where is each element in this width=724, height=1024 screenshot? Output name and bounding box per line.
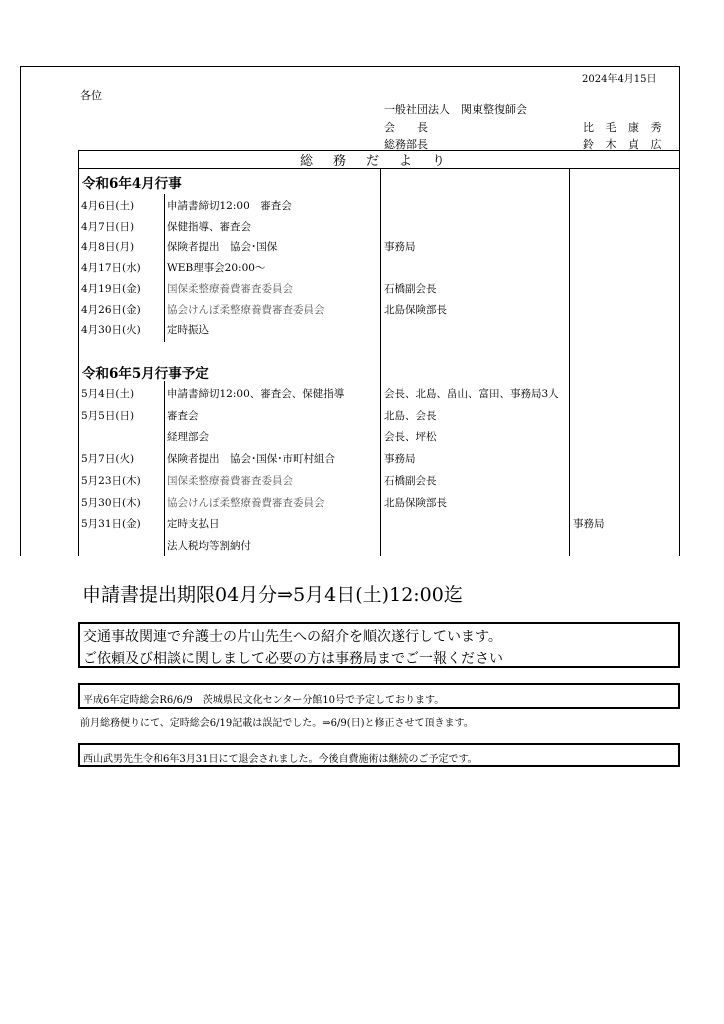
row-date: 5月4日(土): [81, 388, 135, 400]
president-name: 比 毛 康 秀: [583, 121, 666, 134]
general-meeting-box: [78, 683, 680, 709]
row-person: 事務局: [384, 453, 416, 466]
withdrawal-text: 西山武男先生令和6年3月31日にて退会されました。今後自費施術は継続のご予定です。: [83, 754, 478, 765]
row-event: 保健指導、審査会: [167, 220, 251, 233]
outer-frame-right: [679, 66, 680, 556]
row-event: 国保柔整療養費審査委員会: [167, 474, 293, 487]
withdrawal-box: [78, 743, 680, 767]
row-date: 4月8日(月): [81, 241, 135, 254]
issue-date: 2024年4月15日: [582, 74, 657, 85]
deadline-notice: 申請書提出期限04月分⇒5月4日(土)12:00迄: [82, 584, 463, 606]
row-person: 北島保険部長: [384, 496, 447, 509]
row-date: 5月30日(木): [81, 496, 141, 509]
row-date: 5月5日(日): [81, 409, 135, 422]
row-event: WEB理事会20:00～: [167, 262, 266, 275]
row-date: 4月30日(火): [81, 324, 141, 337]
row-extra: 事務局: [573, 518, 605, 531]
row-event: 定時振込: [167, 324, 209, 337]
may-heading: 令和6年5月行事予定: [82, 366, 209, 382]
row-person: 北島保険部長: [384, 303, 447, 316]
april-heading: 令和6年4月行事: [82, 176, 182, 192]
row-date: 5月23日(木): [81, 474, 141, 487]
table-border-left: [78, 150, 79, 556]
table-col-divider-person: [380, 168, 381, 556]
general-manager-name: 鈴 木 貞 広: [583, 138, 666, 151]
lawyer-notice-line1: 交通事故関連で弁護士の片山先生への紹介を順次遂行しています。: [83, 629, 502, 645]
row-event: 国保柔整療養費審査委員会: [167, 282, 293, 295]
row-event: 定時支払日: [167, 518, 220, 531]
row-event: 申請書締切12:00、審査会、保健指導: [167, 388, 345, 400]
lawyer-notice-box: [78, 622, 680, 668]
row-event: 協会けんぽ柔整療養費審査委員会: [167, 303, 325, 316]
row-date: 5月31日(金): [81, 518, 141, 531]
row-date: 5月7日(火): [81, 453, 135, 466]
correction-text: 前月総務便りにて、定時総会6/19記載は誤記でした。⇒6/9(日)と修正させて頂きます。: [80, 718, 474, 729]
row-person: 会長、北島、畠山、富田、事務局3人: [384, 388, 559, 400]
row-event: 保険者提出 協会･国保･市町村組合: [167, 453, 335, 466]
organization-name: 一般社団法人 関東整復師会: [384, 103, 527, 116]
row-date: 4月17日(水): [81, 262, 141, 275]
row-event: 協会けんぽ柔整療養費審査委員会: [167, 496, 325, 509]
row-event: 保険者提出 協会･国保: [167, 241, 278, 254]
general-manager-role: 総務部長: [384, 138, 428, 151]
addressee: 各位: [80, 89, 102, 102]
row-event: 審査会: [167, 409, 199, 422]
row-person: 事務局: [384, 241, 416, 254]
row-date: 4月26日(金): [81, 303, 141, 316]
row-person: 会長、坪松: [384, 431, 437, 444]
row-event: 申請書締切12:00 審査会: [167, 200, 292, 212]
row-person: 北島、会長: [384, 409, 437, 422]
general-meeting-text: 平成6年定時総会R6/6/9 茨城県民文化センター分館10号で予定しております。: [83, 695, 445, 706]
outer-frame-top: [20, 66, 680, 67]
row-date: 4月7日(日): [81, 220, 135, 233]
row-person: 石橋副会長: [384, 282, 437, 295]
table-title: 総務だより: [300, 154, 466, 169]
row-date: 4月19日(金): [81, 282, 141, 295]
outer-frame-left: [20, 66, 21, 556]
row-event: 法人税均等割納付: [167, 539, 251, 552]
table-col-divider-may: [164, 381, 165, 556]
table-col-divider-april: [164, 194, 165, 342]
row-event: 経理部会: [167, 431, 209, 444]
president-role: 会 長: [384, 121, 428, 134]
row-date: 4月6日(土): [81, 200, 135, 212]
table-col-divider-extra: [569, 168, 570, 556]
row-person: 石橋副会長: [384, 474, 437, 487]
lawyer-notice-line2: ご依頼及び相談に関しまして必要の方は事務局までご一報ください: [83, 651, 503, 667]
